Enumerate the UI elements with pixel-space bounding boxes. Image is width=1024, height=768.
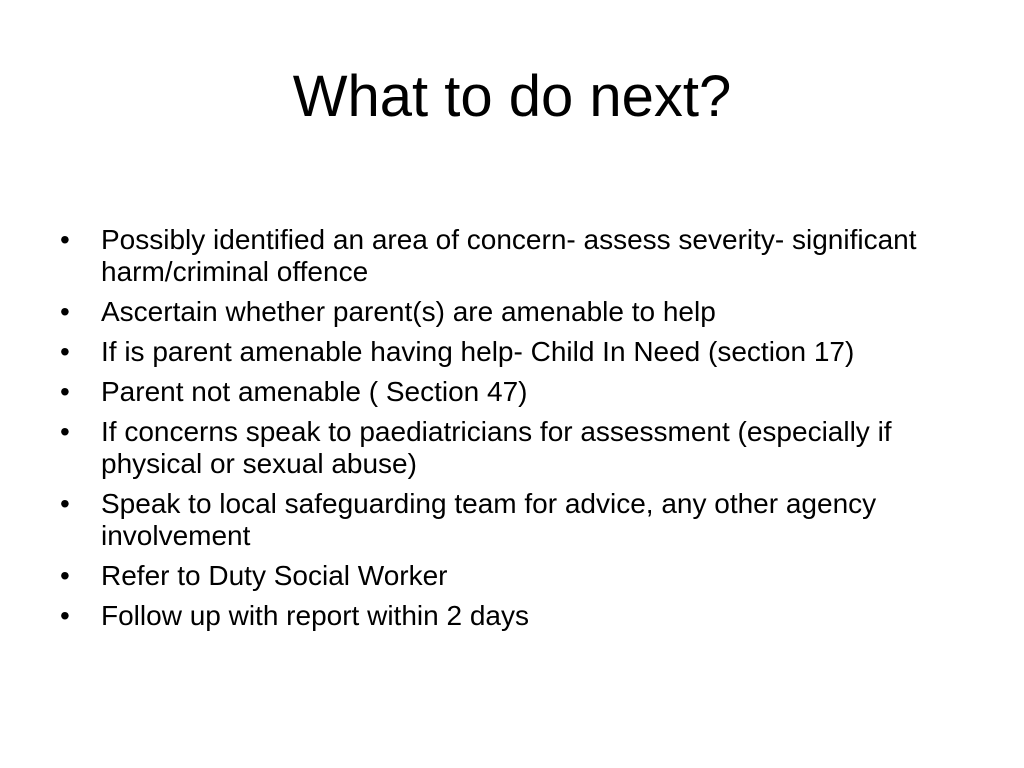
- bullet-point-icon: •: [60, 376, 70, 407]
- bullet-text: Speak to local safeguarding team for advice, any other agency involvement: [101, 488, 877, 551]
- bullet-text: If is parent amenable having help- Child In Need (section 17): [101, 336, 855, 367]
- bullet-point-icon: •: [60, 488, 70, 519]
- bullet-item: [60, 376, 960, 408]
- bullet-text: Follow up with report within 2 days: [101, 600, 529, 631]
- bullet-text: Possibly identified an area of concern- assess severity- significant harm/criminal offence: [101, 224, 917, 287]
- bullet-text: Refer to Duty Social Worker: [101, 560, 448, 591]
- bullet-point-icon: •: [60, 560, 70, 591]
- bullet-item: [60, 560, 960, 592]
- bullet-text: Parent not amenable ( Section 47): [101, 376, 528, 407]
- bullet-point-icon: •: [60, 224, 70, 255]
- bullet-point-icon: •: [60, 600, 70, 631]
- bullet-item: [60, 336, 960, 368]
- bullet-point-icon: •: [60, 416, 70, 447]
- bullet-item: [60, 296, 960, 328]
- bullet-item: [60, 416, 960, 480]
- bullet-list: [60, 224, 960, 640]
- bullet-point-icon: •: [60, 336, 70, 367]
- bullet-point-icon: •: [60, 296, 70, 327]
- bullet-item: [60, 488, 960, 552]
- bullet-item: [60, 224, 960, 288]
- bullet-text: Ascertain whether parent(s) are amenable to help: [101, 296, 716, 327]
- bullet-text: If concerns speak to paediatricians for assessment (especially if physical or sexual abuse): [101, 416, 892, 479]
- bullet-item: [60, 600, 960, 632]
- slide-title: What to do next?: [292, 64, 732, 129]
